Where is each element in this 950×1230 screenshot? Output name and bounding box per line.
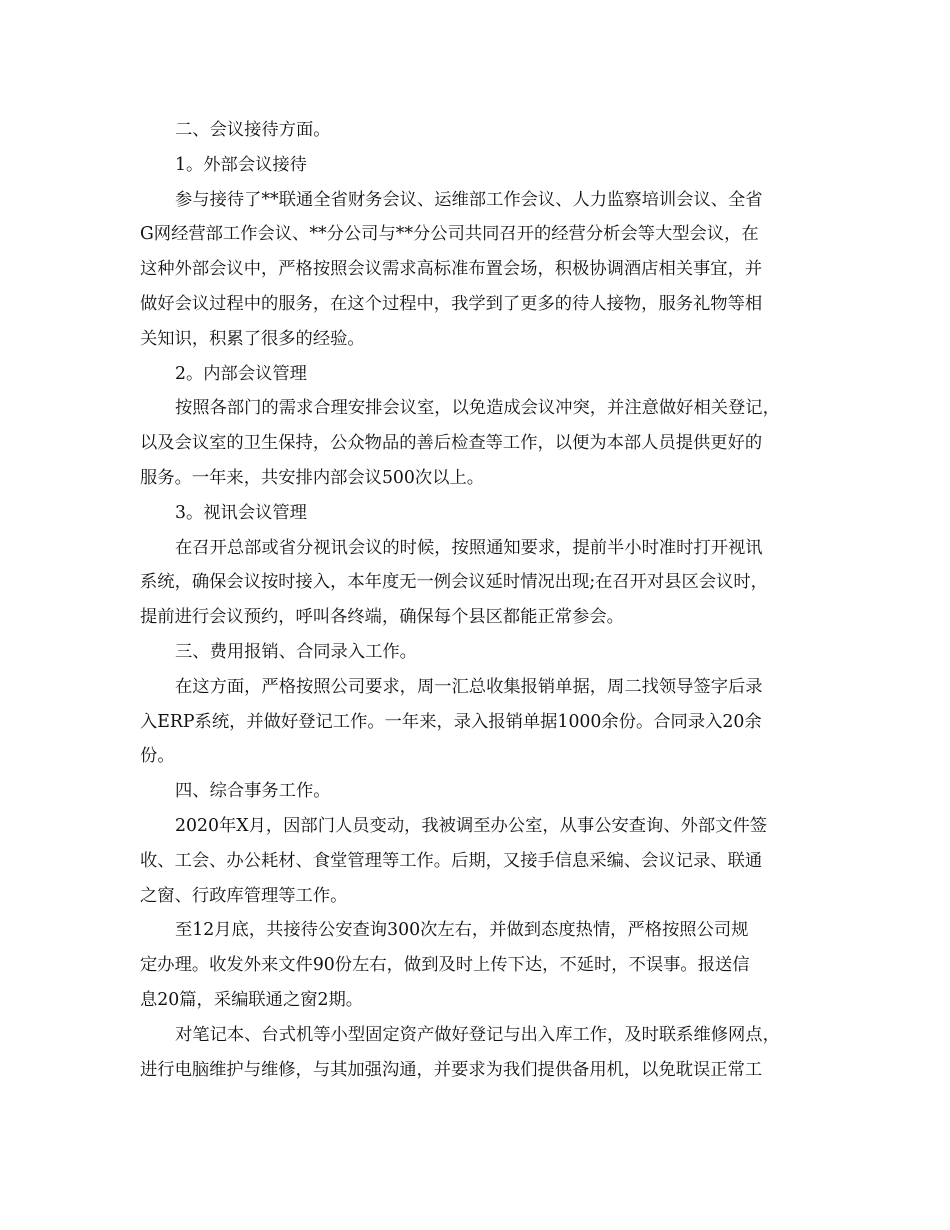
paragraph-line: 按照各部门的需求合理安排会议室，以免造成会议冲突，并注意做好相关登记， [175,398,780,419]
paragraph-line: 关知识，积累了很多的经验。 [140,328,365,349]
paragraph-line: 份。 [140,746,175,767]
paragraph-line: 至12月底，共接待公安查询300次左右，并做到态度热情，严格按照公司规 [175,920,749,941]
paragraph-line: 系统，确保会议按时接入，本年度无一例会议延时情况出现;在召开对县区会议时， [140,572,768,593]
paragraph-line: 在召开总部或省分视讯会议的时候，按照通知要求，提前半小时准时打开视讯 [175,537,763,558]
paragraph-line: 这种外部会议中，严格按照会议需求高标准布置会场，积极协调酒店相关事宜，并 [140,259,763,280]
paragraph-line: 提前进行会议预约，呼叫各终端，确保每个县区都能正常参会。 [140,607,624,628]
paragraph-line: 参与接待了**联通全省财务会议、运维部工作会议、人力监察培训会议、全省 [175,189,763,210]
paragraph-line: 收、工会、办公耗材、食堂管理等工作。后期，又接手信息采编、会议记录、联通 [140,850,763,871]
subheading-video-meetings: 3。视讯会议管理 [175,502,307,523]
paragraph-line: 入ERP系统，并做好登记工作。一年来，录入报销单据1000余份。合同录入20余 [140,711,762,732]
heading-meeting-reception: 二、会议接待方面。 [175,120,331,140]
paragraph-line: 对笔记本、台式机等小型固定资产做好登记与出入库工作，及时联系维修网点， [175,1024,780,1045]
paragraph-line: 2020年X月，因部门人员变动，我被调至办公室，从事公安查询、外部文件签 [175,815,768,836]
paragraph-line: 定办理。收发外来文件90份左右，做到及时上传下达，不延时，不误事。报送信 [140,955,750,976]
paragraph-line: 之窗、行政库管理等工作。 [140,885,348,906]
paragraph-line: 做好会议过程中的服务，在这个过程中，我学到了更多的待人接物，服务礼物等相 [140,293,763,314]
paragraph-line: 在这方面，严格按照公司要求，周一汇总收集报销单据，周二找领导签字后录 [175,676,763,697]
heading-expense-contracts: 三、费用报销、合同录入工作。 [175,641,417,662]
heading-general-affairs: 四、综合事务工作。 [175,781,331,802]
subheading-internal-meetings: 2。内部会议管理 [175,363,307,384]
paragraph-line: 以及会议室的卫生保持，公众物品的善后检查等工作，以便为本部人员提供更好的 [140,433,763,454]
paragraph-line: 息20篇，采编联通之窗2期。 [140,989,364,1010]
paragraph-line: G网经营部工作会议、**分公司与**分公司共同召开的经营分析会等大型会议，在 [140,224,759,245]
document-body [140,113,830,1087]
paragraph-line: 进行电脑维护与维修，与其加强沟通，并要求为我们提供备用机，以免耽误正常工 [140,1059,763,1080]
subheading-external-meetings: 1。外部会议接待 [175,154,307,175]
paragraph-line: 服务。一年来，共安排内部会议500次以上。 [140,467,485,488]
